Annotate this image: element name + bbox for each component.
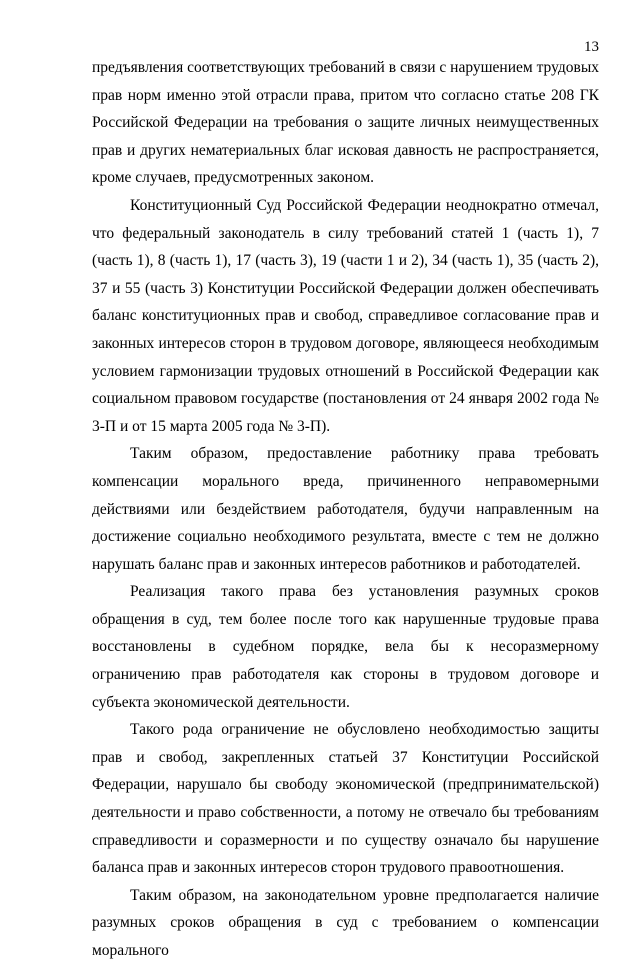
paragraph-2: Конституционный Суд Российской Федерации неоднократно отмечал, что федеральный законодатель в силу требований статей 1 (часть 1), 7 (часть 1), 8 (часть 1), 17 (часть 3), 19 (части 1 и 2), 34 (часть 1), 35 (часть 2), 37 и 55 (часть 3) Конституции Российской Федерации должен обеспечивать баланс конституционных прав и свобод, справедливое согласование прав и законных интересов сторон в трудовом договоре, являющееся необходимым условием гармонизации трудовых отношений в Российской Федерации как социальном правовом государстве (постановления от 24 января 2002 года № 3-П и от 15 марта 2005 года № 3-П). (92, 196, 599, 435)
document-body (92, 54, 599, 965)
paragraph-6-start: Таким образом, на законодательном уровне предполагается наличие разумных сроков обращения в суд с требованием о компенсации морального (92, 886, 599, 959)
paragraph-4: Реализация такого права без установления разумных сроков обращения в суд, тем более после того как нарушенные трудовые права восстановлены в судебном порядке, вела бы к несоразмерному ограничению прав работодателя как стороны в трудовом договоре и субъекта экономической деятельности. (92, 583, 599, 711)
page-number: 13 (584, 39, 599, 55)
paragraph-5: Такого рода ограничение не обусловлено необходимостью защиты прав и свобод, закрепленных статьей 37 Конституции Российской Федерации, нарушало бы свободу экономической (предпринимательской) деятельности и право собственности, а потому не отвечало бы требованиям справедливости и соразмерности и по существу означало бы нарушение баланса прав и законных интересов сторон трудового правоотношения. (92, 721, 599, 877)
paragraph-3: Таким образом, предоставление работнику права требовать компенсации морального вреда, причиненного неправомерными действиями или бездействием работодателя, будучи направленным на достижение социально необходимого результата, вместе с тем не должно нарушать баланс прав и законных интересов работников и работодателей. (92, 445, 599, 573)
paragraph-1-continuation: предъявления соответствующих требований в связи с нарушением трудовых прав норм именно этой отрасли права, притом что согласно статье 208 ГК Российской Федерации на требования о защите личных неимущественных прав и других нематериальных благ исковая давность не распространяется, кроме случаев, предусмотренных законом. (92, 59, 599, 187)
